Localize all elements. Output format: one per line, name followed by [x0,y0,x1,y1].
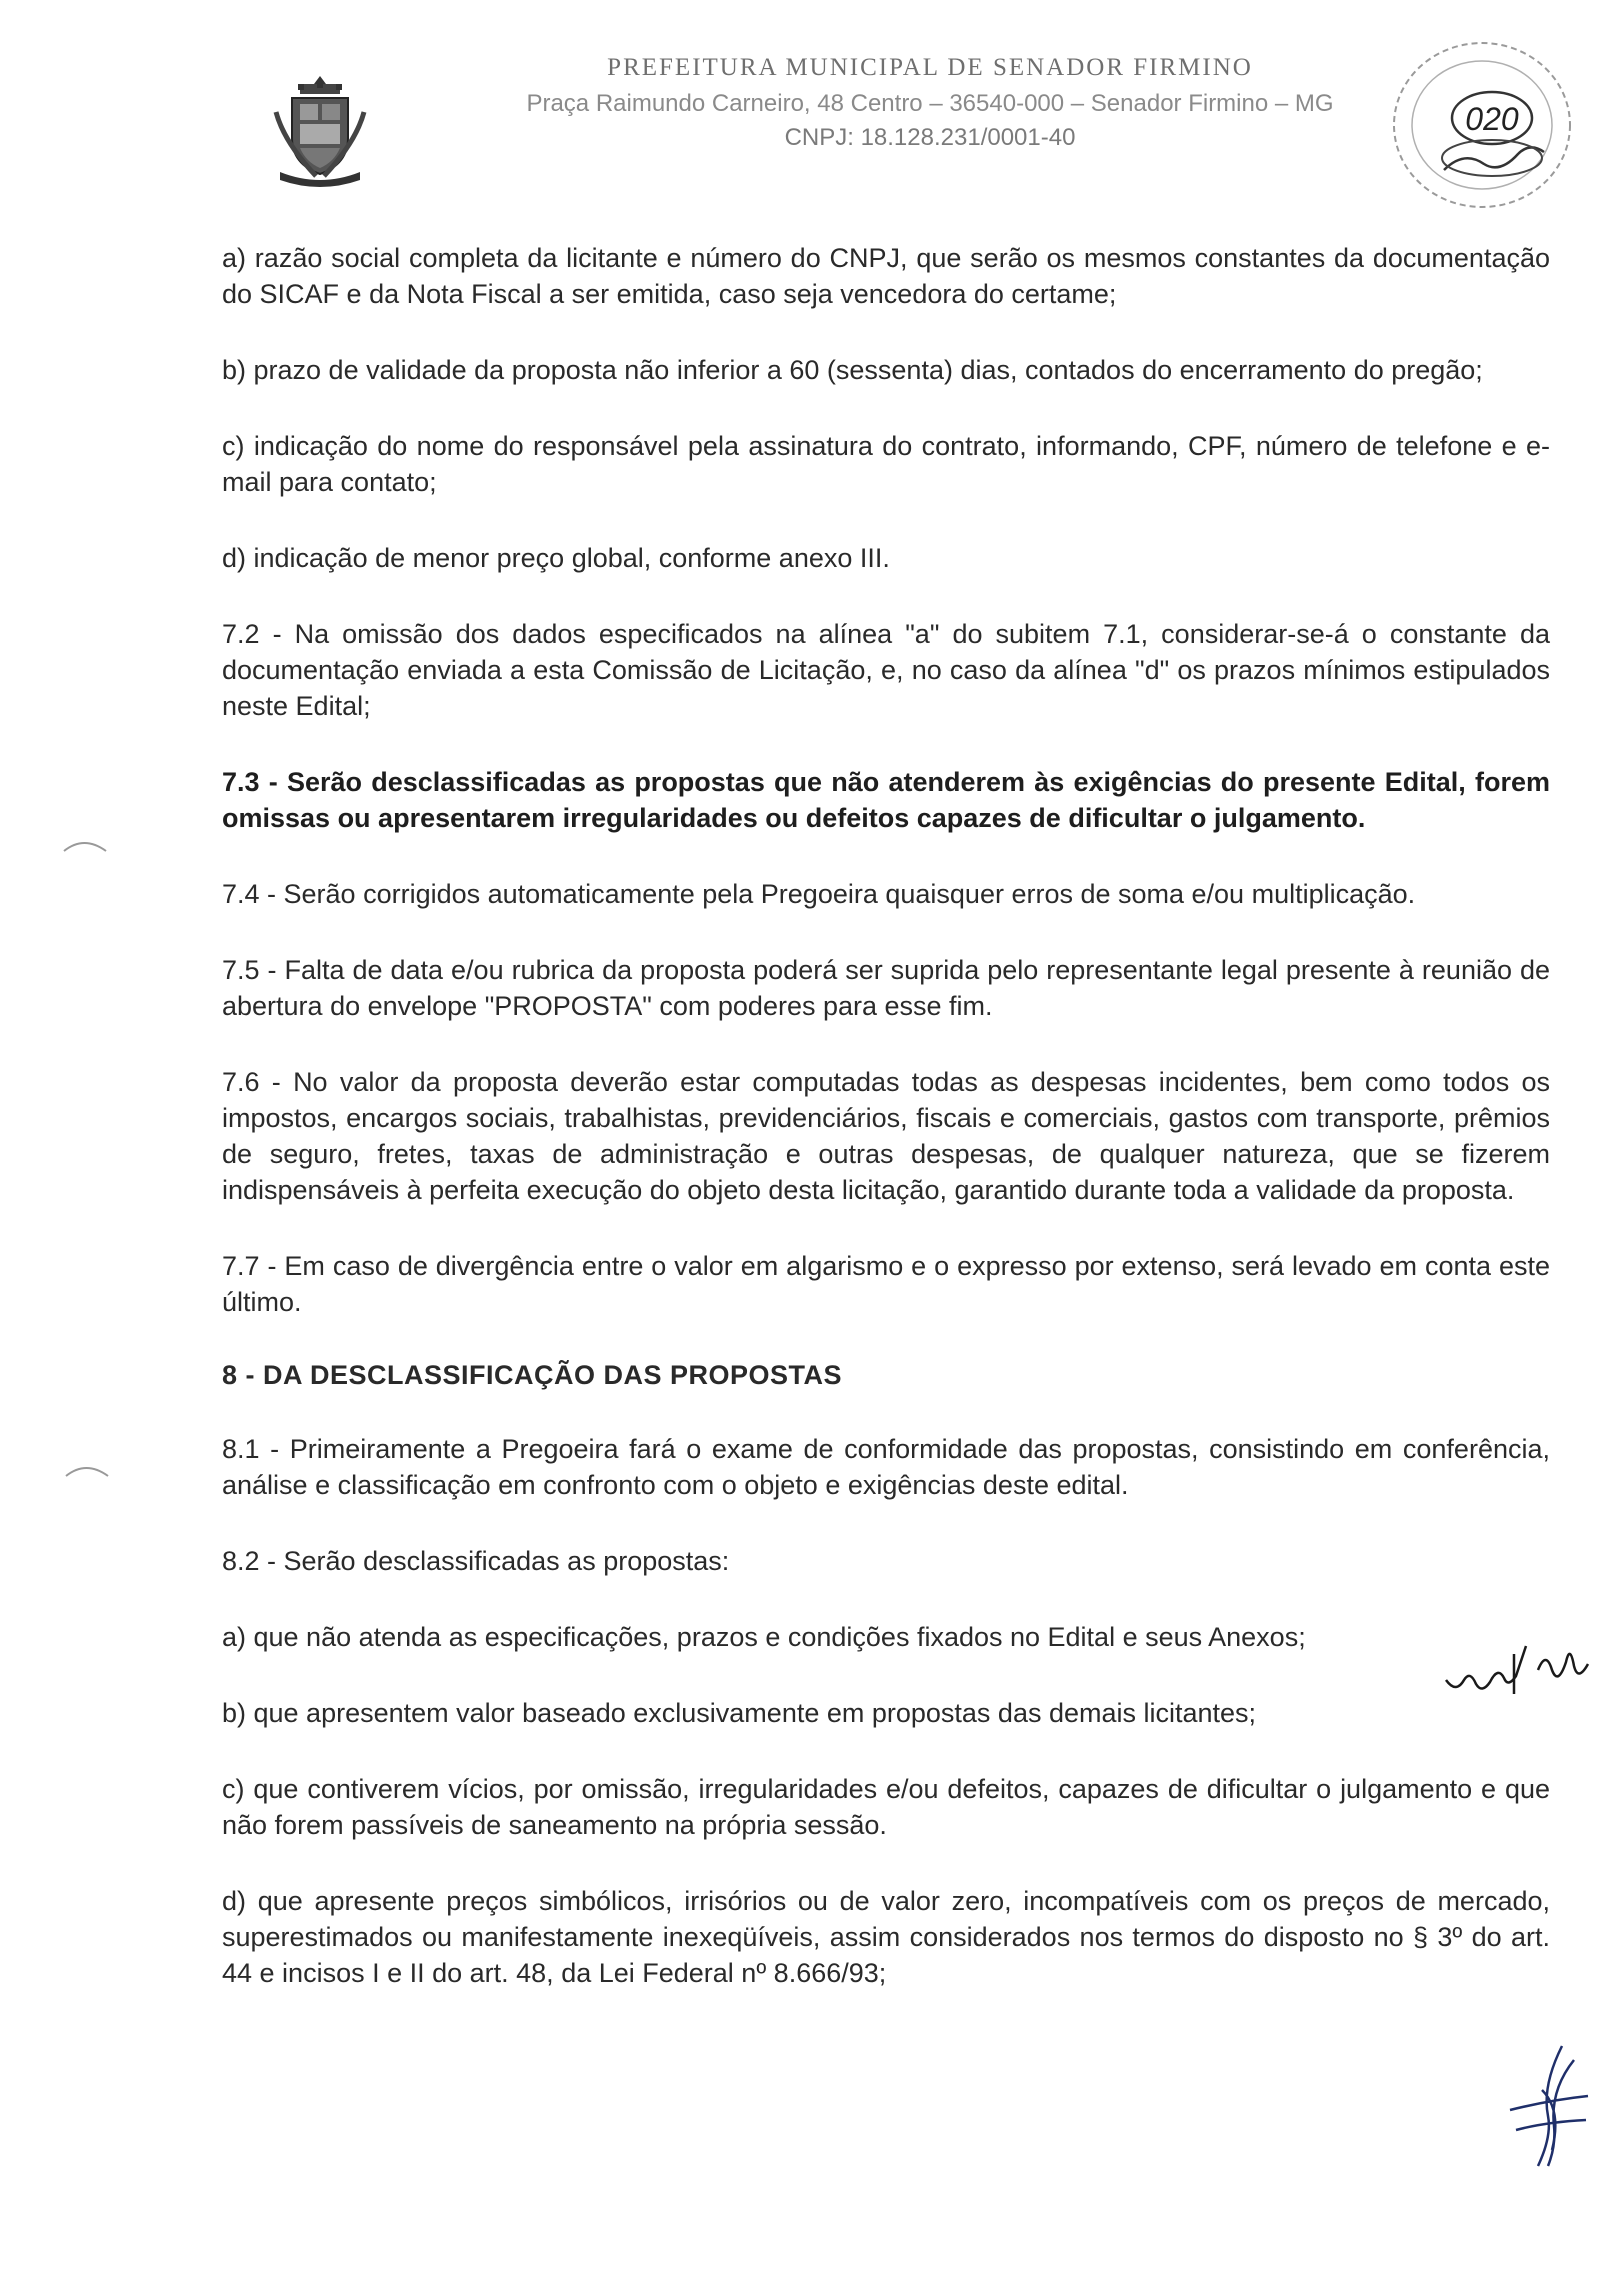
handwritten-rubric-icon [1442,1640,1600,1710]
paragraph-7-3: 7.3 - Serão desclassificadas as propostas que não atenderem às exigências do presente Edital, forem omissas ou apresentarem irregularidades ou defeitos capazes de dificultar o julgamento. [222,767,1550,833]
page-number-stamp-icon [1382,30,1582,220]
paragraph-7-2: 7.2 - Na omissão dos dados especificados na alínea "a" do subitem 7.1, considerar-se-á o constante da documentação enviada a esta Comissão de Licitação, e, no caso da alínea "d" os prazos mínimos estipulados neste Edital; [222,619,1550,721]
paragraph-7-7: 7.7 - Em caso de divergência entre o valor em algarismo e o expresso por extenso, será levado em conta este último. [222,1251,1550,1317]
letterhead-address: Praça Raimundo Carneiro, 48 Centro – 36540-000 – Senador Firmino – MG [526,90,1334,117]
paragraph-d: d) indicação de menor preço global, conforme anexo III. [222,543,890,573]
letterhead-title: PREFEITURA MUNICIPAL DE SENADOR FIRMINO [607,54,1253,81]
paragraph-b: b) prazo de validade da proposta não inferior a 60 (sessenta) dias, contados do encerramento do pregão; [222,355,1483,385]
paragraph-7-5: 7.5 - Falta de data e/ou rubrica da proposta poderá ser suprida pelo representante legal presente à reunião de abertura do envelope "PROPOSTA" com poderes para esse fim. [222,955,1550,1021]
handwritten-signature-icon [1502,2040,1592,2180]
paragraph-8-2-d: d) que apresente preços simbólicos, irrisórios ou de valor zero, incompatíveis com os preços de mercado, superestimados ou manifestamente inexeqüíveis, assim considerados nos termos do disposto no § 3º do art. 44 e incisos I e II do art. 48, da Lei Federal nº 8.666/93; [222,1886,1550,1988]
paragraph-7-6: 7.6 - No valor da proposta deverão estar computadas todas as despesas incidentes, bem como todos os impostos, encargos sociais, trabalhistas, previdenciários, fiscais e comerciais, gastos com transporte, prêmios de seguro, fretes, taxas de administração e outras despesas, de qualquer natureza, que se fizerem indispensáveis à perfeita execução do objeto desta licitação, garantido durante toda a validade da proposta. [222,1067,1550,1205]
document-body [222,240,1550,2031]
section-8-heading: 8 - DA DESCLASSIFICAÇÃO DAS PROPOSTAS [222,1360,843,1390]
paragraph-c: c) indicação do nome do responsável pela assinatura do contrato, informando, CPF, número de telefone e e-mail para contato; [222,431,1550,497]
paragraph-7-4: 7.4 - Serão corrigidos automaticamente pela Pregoeira quaisquer erros de soma e/ou multiplicação. [222,879,1416,909]
paragraph-8-2-b: b) que apresentem valor baseado exclusivamente em propostas das demais licitantes; [222,1698,1257,1728]
municipal-coat-of-arms-icon [270,72,370,190]
stamp-number: 020 [1465,101,1519,137]
paragraph-8-2: 8.2 - Serão desclassificadas as propostas: [222,1546,730,1576]
paragraph-8-1: 8.1 - Primeiramente a Pregoeira fará o exame de conformidade das propostas, consistindo em conferência, análise e classificação em confronto com o objeto e exigências deste edital. [222,1434,1550,1500]
letterhead-cnpj: CNPJ: 18.128.231/0001-40 [784,124,1076,151]
letterhead [420,50,1440,152]
paragraph-a: a) razão social completa da licitante e número do CNPJ, que serão os mesmos constantes da documentação do SICAF e da Nota Fiscal a ser emitida, caso seja vencedora do certame; [222,243,1550,309]
paragraph-8-2-a: a) que não atenda as especificações, prazos e condições fixados no Edital e seus Anexos; [222,1622,1306,1652]
margin-mark-icon [62,1460,112,1480]
margin-mark-icon [60,835,110,855]
paragraph-8-2-c: c) que contiverem vícios, por omissão, irregularidades e/ou defeitos, capazes de dificultar o julgamento e que não forem passíveis de saneamento na própria sessão. [222,1774,1550,1840]
